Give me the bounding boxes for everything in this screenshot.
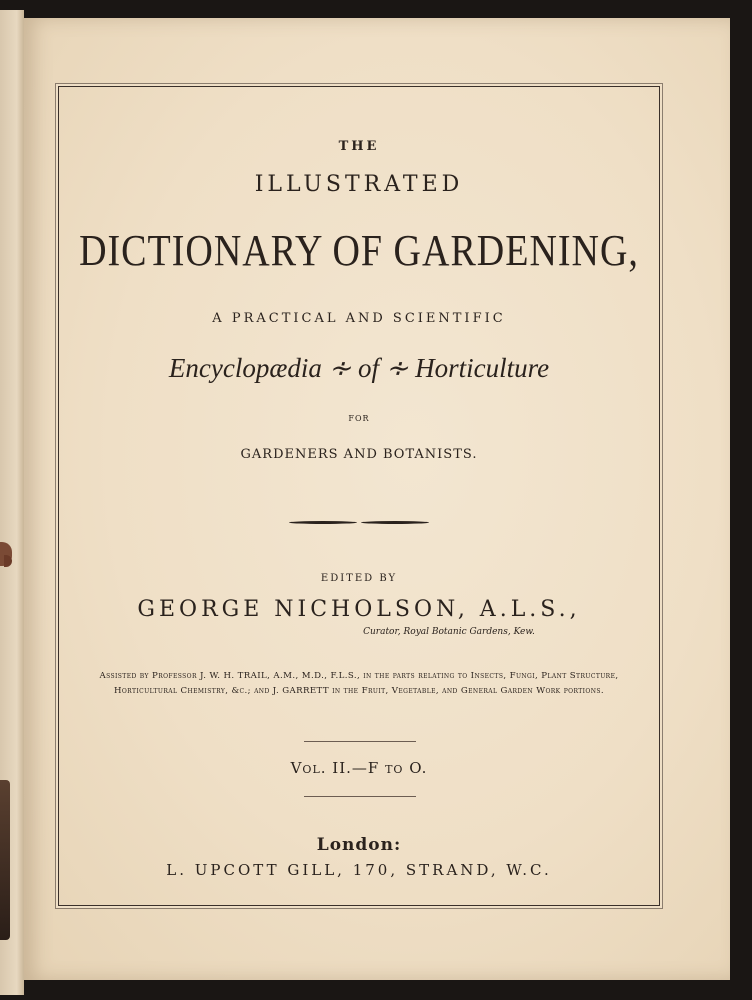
editor-title: Curator, Royal Botanic Gardens, Kew. [363, 627, 535, 637]
facing-page-edge [0, 10, 24, 995]
publication-city: London: [316, 835, 402, 855]
editor-name: GEORGE NICHOLSON, A.L.S., [137, 597, 581, 622]
main-title: DICTIONARY OF GARDENING, [79, 226, 639, 276]
subtitle: A PRACTICAL AND SCIENTIFIC [212, 311, 506, 326]
publisher: L. UPCOTT GILL, 170, STRAND, W.C. [166, 861, 552, 879]
facing-page-plate [0, 780, 10, 940]
for-label: FOR [348, 414, 370, 423]
title-page [24, 18, 730, 980]
page-border-frame [58, 86, 660, 906]
ornamental-divider [289, 521, 429, 525]
facing-page-ornament-detail [4, 555, 12, 567]
edited-by-label: EDITED BY [320, 573, 398, 584]
title-the: THE [338, 139, 380, 154]
title-illustrated: ILLUSTRATED [254, 172, 464, 197]
encyclopaedia-title: Encyclopædia ∻ of ∻ Horticulture [168, 353, 550, 383]
audience: GARDENERS AND BOTANISTS. [240, 447, 478, 462]
volume-label: Vol. II.—F to O. [290, 759, 428, 777]
rule-below-volume [304, 796, 416, 797]
rule-above-volume [304, 741, 416, 742]
assistants-credit: Assisted by Professor J. W. H. TRAIL, A.M., M.D., F.L.S., in the parts relating to Insects, Fungi, Plant Structure, Horticultural Chemistry, &c.; and J. GARRETT in the Fruit, Vegetable, and General Garden Work portions. [99, 671, 619, 696]
